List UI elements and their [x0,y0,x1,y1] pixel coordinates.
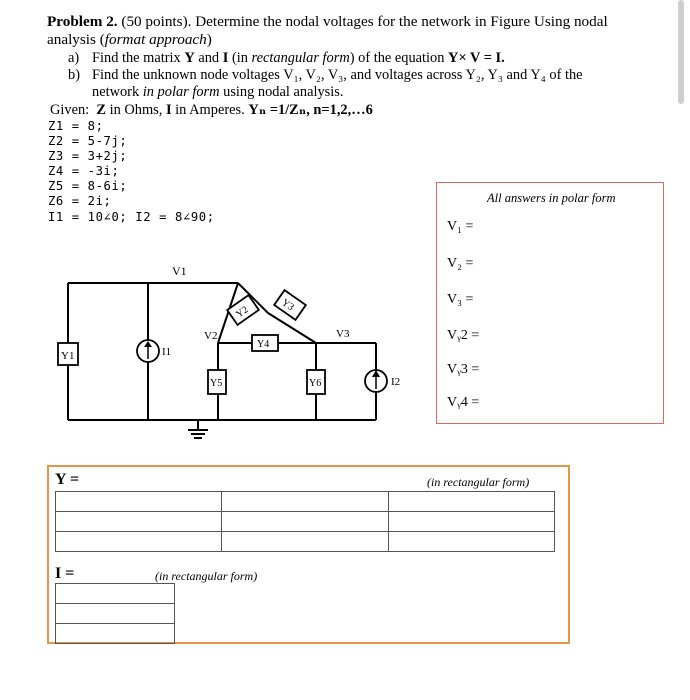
part-b-line2-post: using nodal analysis. [219,84,344,100]
y5-label: Y5 [210,378,223,389]
y3-label: Y3 [279,297,296,314]
part-a-in: (in [228,50,252,66]
part-b-line2-pre: network [92,84,143,100]
y-matrix-table [55,491,555,552]
i-label-text: I = [55,565,75,582]
ground-icon [188,430,208,438]
y-cell[interactable] [222,512,388,532]
y-cell[interactable] [388,532,554,552]
i1-label: I1 [162,346,172,358]
part-a-text [92,50,652,67]
i-cell[interactable] [56,584,175,604]
y-label-text: Y = [55,471,80,488]
given-yn: Yₙ =1/Zₙ, n=1,2,…6 [248,102,373,118]
y-cell[interactable] [388,512,554,532]
y-matrix-row [56,532,555,552]
v2-node-label: V2 [204,330,218,342]
y-cell[interactable] [56,492,222,512]
given-text2: in Amperes. [171,102,249,118]
answer-vy2: Vᵧ2 = [447,328,480,343]
part-b-text [92,67,652,101]
code-line-z4: Z4 = -3i; [48,164,120,179]
part-b-line2 [92,84,652,101]
v1-node-label: V1 [172,264,187,278]
code-line-z2: Z2 = 5-7j; [48,134,128,149]
problem-line2-text: analysis ( [47,31,105,48]
part-a-equation: Y× V = I. [448,50,505,66]
code-line-z3: Z3 = 3+2j; [48,149,128,164]
vertical-scrollbar[interactable] [678,0,684,104]
part-a-mid: and [194,50,223,66]
problem-title-line-2 [47,31,637,49]
i2-label: I2 [391,376,401,388]
y2-label: Y2 [234,304,251,321]
problem-number: Problem 2. [47,13,118,30]
i-cell[interactable] [56,604,175,624]
y-cell[interactable] [56,512,222,532]
given-z: Z [96,102,106,118]
answer-vy4: Vᵧ4 = [447,395,480,410]
given-i: I [165,102,172,118]
y-cell[interactable] [222,532,388,552]
y-matrix-label [55,471,79,489]
part-a-i: I [222,50,229,66]
code-line-currents: I1 = 10∠0; I2 = 8∠90; [48,209,215,224]
y6-label: Y6 [309,378,322,389]
circuit-diagram [40,255,420,445]
problem-statement [47,13,637,49]
problem-line2-close: ) [206,31,212,48]
part-a-italic: rectangular form [251,50,350,66]
y4-label: Y4 [257,339,270,350]
answer-v2: V₂ = [447,256,474,271]
problem-line2-italic: format approach [104,31,207,48]
i-vector-table [55,583,175,644]
polar-answers-box [436,182,664,424]
y1-label: Y1 [61,350,75,362]
given-label: Given: [50,102,90,118]
matrix-answer-box [47,465,570,644]
answer-v3: V₃ = [447,292,474,307]
part-a-y: Y [184,50,195,66]
given-text: in Ohms, [105,102,166,118]
answer-v1: V₁ = [447,219,474,234]
i-vector-row [56,584,175,604]
y-cell[interactable] [222,492,388,512]
i-vector-row [56,624,175,644]
y-cell[interactable] [388,492,554,512]
problem-title-line [47,13,637,31]
i-matrix-note: (in rectangular form) [155,569,258,583]
i-vector-row [56,604,175,624]
code-line-z1: Z1 = 8; [48,119,104,133]
y-matrix-row [56,492,555,512]
code-line-z6: Z6 = 2i; [48,194,112,209]
part-a-pre: Find the matrix [92,50,185,66]
part-b-line2-italic: in polar form [142,84,220,100]
y-matrix-note: (in rectangular form) [427,475,530,489]
polar-answers-header: All answers in polar form [487,191,616,205]
problem-description: (50 points). Determine the nodal voltages for the network in Figure Using nodal [117,13,608,30]
code-line-z5: Z5 = 8-6i; [48,179,128,194]
v3-node-label: V3 [336,328,350,340]
part-a-marker: a) [68,50,80,66]
given-code-block [48,119,215,225]
part-a-post: ) of the equation [349,50,449,66]
answer-vy3: Vᵧ3 = [447,362,480,377]
y-matrix-row [56,512,555,532]
i-cell[interactable] [56,624,175,644]
given-line [50,102,470,119]
part-b-marker: b) [68,67,80,83]
part-b-line1: Find the unknown node voltages V₁, V₂, V₃, and voltages across Y₂, Y₃ and Y₄ of the [92,67,583,83]
y-cell[interactable] [56,532,222,552]
i-matrix-label [55,565,74,583]
